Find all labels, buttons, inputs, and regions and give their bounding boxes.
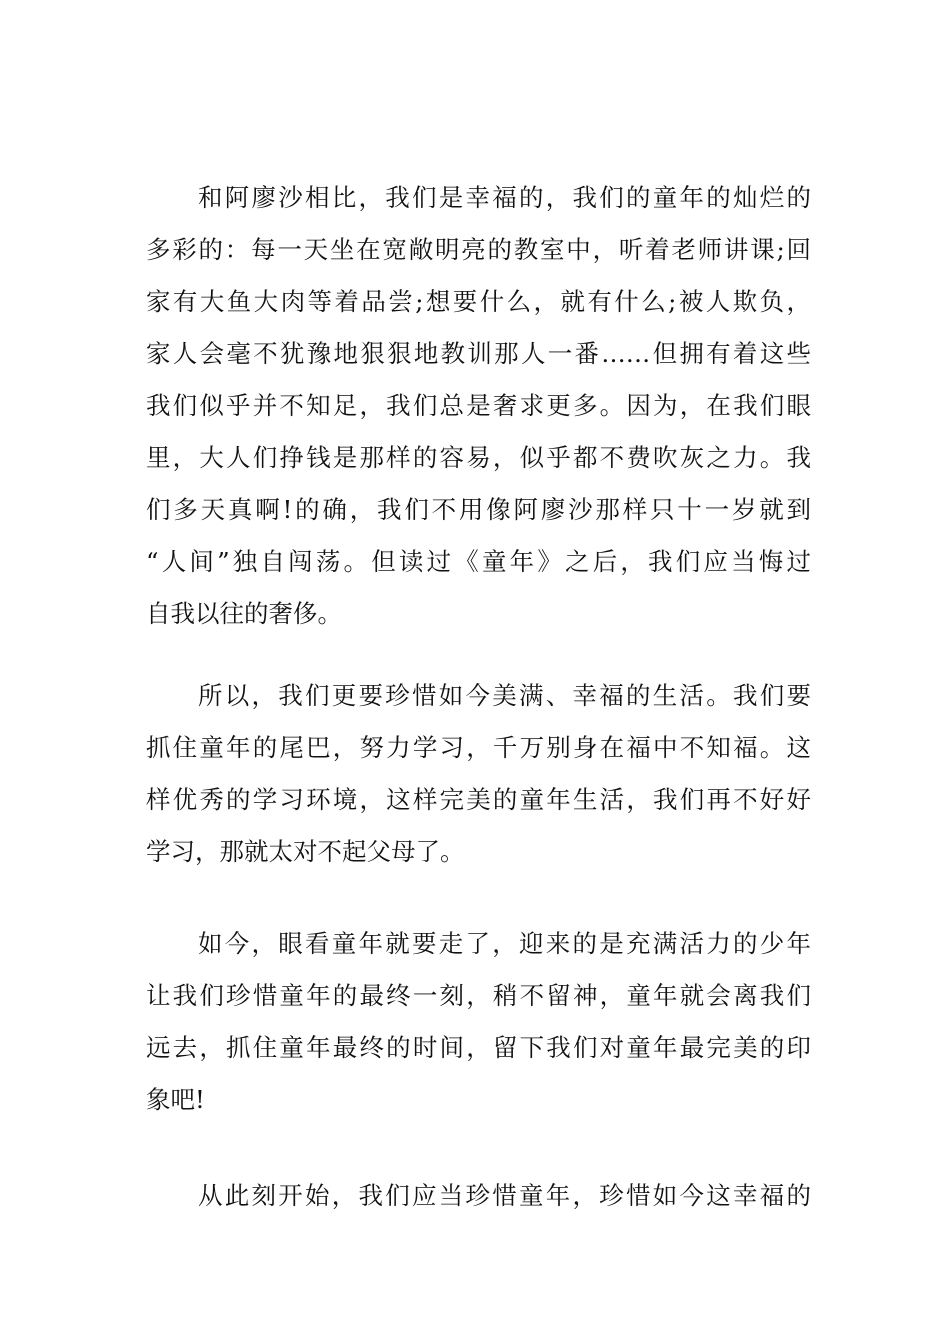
paragraph-line: 象吧! — [146, 1085, 205, 1114]
paragraph-line: 抓住童年的尾巴，努力学习，千万别身在福中不知福。这 — [146, 733, 811, 762]
paragraph-line: 自我以往的奢侈。 — [146, 599, 342, 628]
paragraph-line: 我们似乎并不知足，我们总是奢求更多。因为，在我们眼 — [146, 391, 811, 420]
paragraph-line: 远去，抓住童年最终的时间，留下我们对童年最完美的印 — [146, 1033, 811, 1062]
paragraph-line: 学习，那就太对不起父母了。 — [146, 837, 465, 866]
paragraph-line: 让我们珍惜童年的最终一刻，稍不留神，童年就会离我们 — [146, 981, 811, 1010]
paragraph-line: 所以，我们更要珍惜如今美满、幸福的生活。我们要 — [198, 681, 811, 710]
paragraph-line: 如今，眼看童年就要走了，迎来的是充满活力的少年 — [198, 929, 811, 958]
paragraph-line: 和阿廖沙相比，我们是幸福的，我们的童年的灿烂的 — [198, 183, 811, 212]
paragraph-line: 家人会毫不犹豫地狠狠地教训那人一番……但拥有着这些 — [146, 339, 811, 368]
paragraph-line: 多彩的：每一天坐在宽敞明亮的教室中，听着老师讲课;回 — [146, 235, 811, 264]
paragraph-line: 从此刻开始，我们应当珍惜童年，珍惜如今这幸福的 — [198, 1181, 811, 1210]
paragraph-line: 们多天真啊!的确，我们不用像阿廖沙那样只十一岁就到 — [146, 495, 811, 524]
paragraph-line: 里，大人们挣钱是那样的容易，似乎都不费吹灰之力。我 — [146, 443, 811, 472]
paragraph-line: 家有大鱼大肉等着品尝;想要什么，就有什么;被人欺负， — [146, 287, 811, 316]
paragraph-line: “人间”独自闯荡。但读过《童年》之后，我们应当悔过 — [146, 547, 811, 576]
paragraph-line: 样优秀的学习环境，这样完美的童年生活，我们再不好好 — [146, 785, 811, 814]
